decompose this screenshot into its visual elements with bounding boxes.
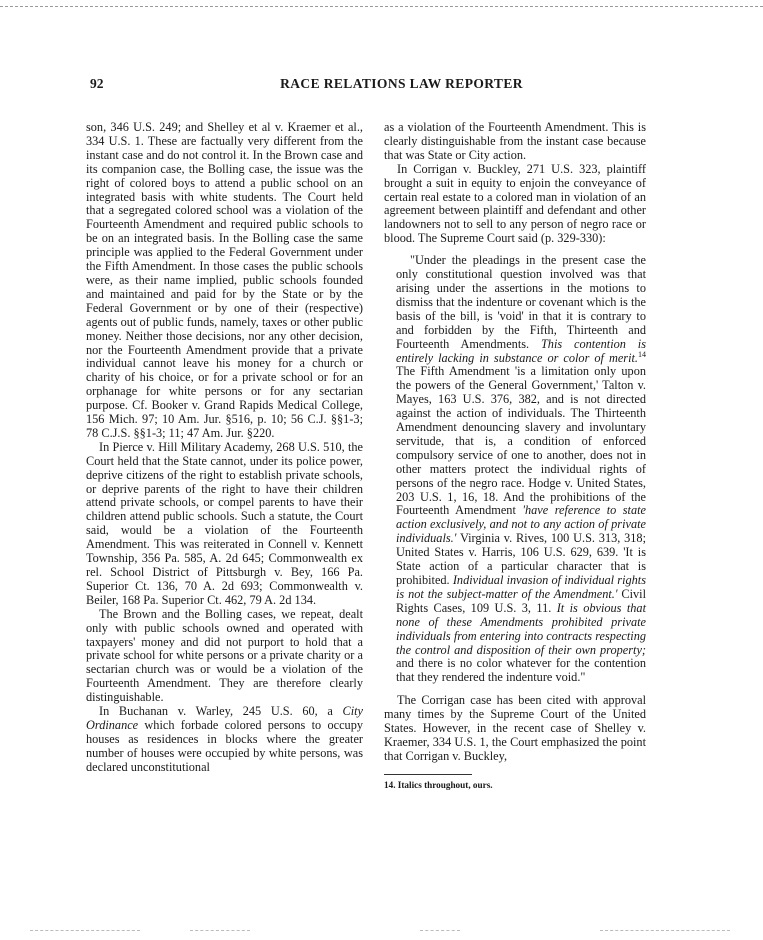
italic-run: 'have reference to state action exclusively, and not to any action of private individuals.' [396, 503, 646, 546]
text-run: In Buchanan v. Warley, 245 U.S. 60, a [99, 704, 343, 719]
italic-run: Individual invasion of individual rights is not the subject-matter of the Amendment.' [396, 573, 646, 601]
footnote-marker: 14 [638, 349, 646, 359]
left-paragraph-1: son, 346 U.S. 249; and Shelley et al v. Kraemer et al., 334 U.S. 1. These are factually very different from the instant case and do not control it. In the Brown case and its companion case, the Bolling case, the issue was the right of colored boys to attend a public school on an integrated basis with white students. The Court held that a segregated colored school was a violation of the Fourteenth Amendment and required public schools to be on an integrated basis. In the Bolling case the same principle was applied to the Federal Government under the Fifth Amendment. In those cases the public schools were, as their name implied, public schools founded and maintained and paid for by the State or by the Federal Government or by one of their (respective) agents out of public funds, namely, taxes or other public money. Neither those decisions, nor any other decision, nor the Fourteenth Amendment provide that a private individual cannot leave his money for a church or charity of his choice, or for a private school or for an orphanage for white persons or for any sectarian purpose. Cf. Booker v. Grand Rapids Medical College, 156 Mich. 97; 10 Am. Jur. §516, p. 10; 56 C.J. §§1-3; 78 C.J.S. §§1-3; 11; 47 Am. Jur. §220. [86, 120, 363, 440]
page-number: 92 [90, 76, 104, 91]
left-paragraph-4 [86, 705, 363, 775]
running-title: RACE RELATIONS LAW REPORTER [280, 76, 523, 91]
text-run: Virginia v. Rives, 100 U.S. 313, 318; United States v. Harris, 106 U.S. 629, 639. 'It is State action of a particular character that is prohibited. [396, 531, 646, 587]
right-column [384, 121, 646, 793]
italic-run: City Ordinance [86, 704, 363, 732]
left-column [86, 121, 363, 775]
quote-paragraph [396, 254, 646, 685]
block-quote [396, 254, 646, 685]
right-paragraph-2: In Corrigan v. Buckley, 271 U.S. 323, plaintiff brought a suit in equity to enjoin the conveyance of certain real estate to a colored man in violation of an agreement between plaintiff and defendant and other landowners not to sell to any person of negro race or blood. The Supreme Court said (p. 329-330): [384, 161, 646, 246]
text-run: Civil Rights Cases, 109 U.S. 3, 11. [396, 586, 646, 615]
left-paragraph-3: The Brown and the Bolling cases, we repeat, dealt only with public schools owned and operated with taxpayers' money and did not purport to hold that a private school for white persons or a private charity or a sectarian church was or would be a violation of the Fourteenth Amendment. They are therefore clearly distinguishable. [86, 606, 363, 705]
page-header [0, 76, 763, 96]
right-paragraph-1: as a violation of the Fourteenth Amendment. This is clearly distinguishable from the instant case because that was State or City action. [384, 120, 646, 162]
footnote: 14. Italics throughout, ours. [384, 779, 493, 790]
left-paragraph-2: In Pierce v. Hill Military Academy, 268 U.S. 510, the Court held that the State cannot, under its police power, deprive citizens of the right to establish private schools, or deprive parents of the right to have their children attend private schools, or compel parents to have their children attend public schools. Such a statute, the Court said, would be a violation of the Fourteenth Amendment. This was reiterated in Connell v. Kennett Township, 356 Pa. 585, A. 2d 645; Commonwealth ex rel. School District of Pittsburgh v. Bey, 166 Pa. Superior Ct. 136, 70 A. 2d 693; Commonwealth v. Beiler, 168 Pa. Superior Ct. 462, 79 A. 2d 134. [86, 439, 363, 607]
scan-edge-bottom [0, 930, 763, 932]
right-paragraph-3: The Corrigan case has been cited with approval many times by the Supreme Court of the United States. However, in the recent case of Shelley v. Kraemer, 334 U.S. 1, the Court emphasized the point that Corrigan v. Buckley, [384, 693, 646, 763]
footnote-divider [384, 774, 472, 775]
scan-edge-top [0, 6, 763, 7]
italic-run: This contention is entirely lacking in substance or color of merit. [396, 336, 646, 365]
text-run: and there is no color whatever for the contention that they rendered the indenture void." [396, 656, 646, 685]
text-run: "Under the pleadings in the present case the only constitutional question involved was that arising under the assertions in the motions to dismiss that the indenture or covenant which is the basis of the bill, is 'void' in that it is contrary to and forbidden by the Fifth, Thirteenth and Fourteenth Amendments. [396, 253, 646, 351]
italic-run: It is obvious that none of these Amendments prohibited private individuals from entering into contracts respecting the control and disposition of their own property; [396, 600, 646, 657]
text-run: which forbade colored persons to occupy houses as residences in blocks where the greater number of houses were occupied by white persons, was declared unconstitutional [86, 717, 363, 774]
text-run: The Fifth Amendment 'is a limitation only upon the powers of the General Government,' Talton v. Mayes, 163 U.S. 376, 382, and is not directed against the action of individuals. The Thirteenth Amendment denouncing slavery and involuntary servitude, that is, a condition of enforced compulsory service of one to another, does not in other matters protect the individual rights of persons of the negro race. Hodge v. United States, 203 U.S. 1, 16, 18. And the prohibitions of the Fourteenth Amendment [396, 364, 646, 518]
